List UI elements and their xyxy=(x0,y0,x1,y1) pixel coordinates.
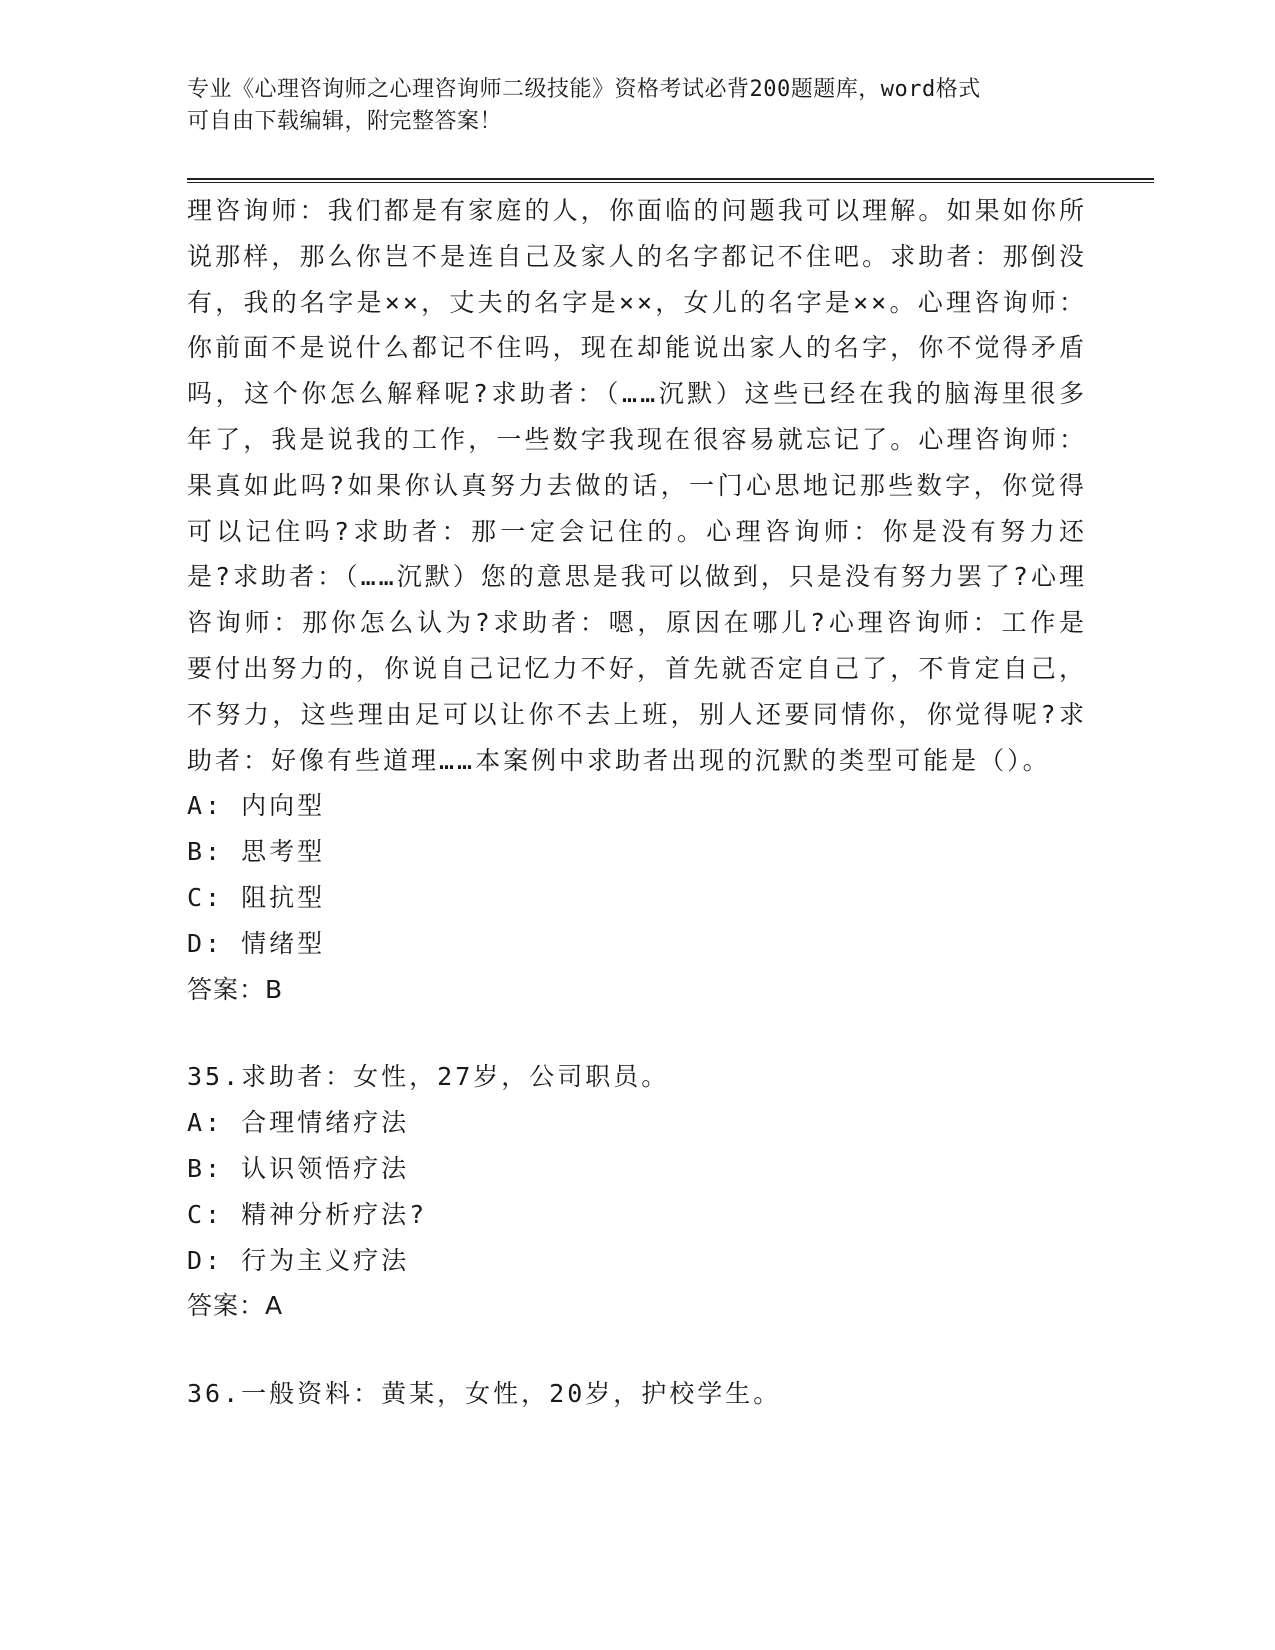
answer: 答案：B xyxy=(187,974,284,1004)
question-text: 理咨询师：我们都是有家庭的人，你面临的问题我可以理解。如果如你所说那样，那么你岂不是连自己及家人的名字都记不住吧。求助者：那倒没有，我的名字是××，丈夫的名字是××，女儿的名字是××。心理咨询师：你前面不是说什么都记不住吗，现在却能说出家人的名字，你不觉得矛盾吗，这个你怎么解释呢?求助者：（……沉默）这些已经在我的脑海里很多年了，我是说我的工作，一些数字我现在很容易就忘记了。心理咨询师：果真如此吗?如果你认真努力去做的话，一门心思地记那些数字，你觉得可以记住吗?求助者：那一定会记住的。心理咨询师：你是没有努力还是?求助者：（……沉默）您的意思是我可以做到，只是没有努力罢了?心理咨询师：那你怎么认为?求助者：嗯，原因在哪儿?心理咨询师：工作是要付出努力的，你说自己记忆力不好，首先就否定自己了，不肯定自己，不努力，这些理由足可以让你不去上班，别人还要同情你，你觉得呢?求助者：好像有些道理……本案例中求助者出现的沉默的类型可能是（）。 xyxy=(187,196,1087,775)
option-b: B: 思考型 xyxy=(187,837,326,867)
spacer xyxy=(187,1329,1087,1371)
option-c: C: 精神分析疗法? xyxy=(187,1199,428,1229)
header-line-2: 可自由下载编辑，附完整答案！ xyxy=(187,109,503,134)
question-34 xyxy=(187,188,1087,1012)
option-d: D: 情绪型 xyxy=(187,928,326,958)
option-a: A: 内向型 xyxy=(187,791,326,821)
spacer xyxy=(187,1012,1087,1054)
question-36 xyxy=(187,1371,1087,1417)
document-body xyxy=(187,188,1087,1417)
page-header xyxy=(187,74,1067,138)
option-b: B: 认识领悟疗法 xyxy=(187,1153,410,1183)
question-text: 36.一般资料：黄某，女性，20岁，护校学生。 xyxy=(187,1379,782,1409)
answer: 答案：A xyxy=(187,1291,284,1321)
header-line-1: 专业《心理咨询师之心理咨询师二级技能》资格考试必背200题题库，word格式 xyxy=(187,77,981,102)
question-text: 35.求助者：女性，27岁，公司职员。 xyxy=(187,1062,670,1092)
option-d: D: 行为主义疗法 xyxy=(187,1245,410,1275)
option-a: A: 合理情绪疗法 xyxy=(187,1108,410,1138)
question-35 xyxy=(187,1054,1087,1329)
header-rule xyxy=(187,178,1154,183)
option-c: C: 阻抗型 xyxy=(187,882,326,912)
